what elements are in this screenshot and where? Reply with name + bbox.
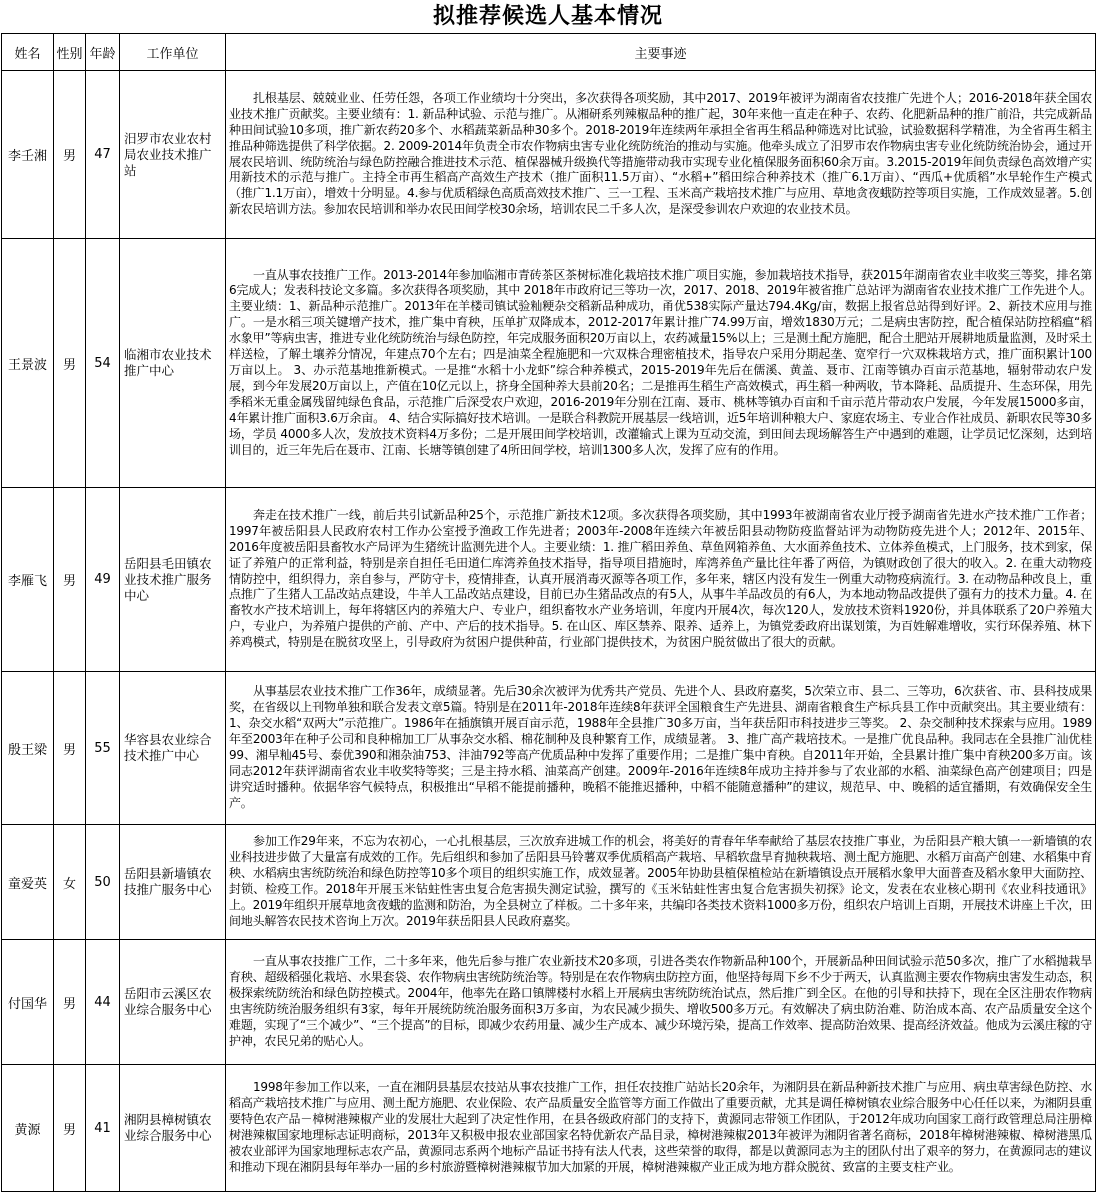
cell-age: 55: [86, 672, 120, 825]
header-name: 姓名: [2, 34, 54, 71]
cell-deeds: 奔走在技术推广一线，前后共引试新品种25个，示范推广新技术12项。多次获得各项奖励，其中1993年被湖南省农业厅授予湖南省先进水产技术推广工作者；1997年被岳阳县人民政府农村工作办公室授予渔政工作先进者；2003年-2008年连续六年被岳阳县动物防疫监督站评为动物防疫先进个人；2012年、2015年、2016年度被岳阳县畜牧水产局评为生猪统计监测先进个人。主要业绩：1. 推广稻田养鱼、草鱼网箱养鱼、大水面养鱼技术、立体养鱼模式，上门服务，技术到家，保证了养殖户的正常利益，特别是亲自担任毛田道仁库湾养鱼技术指导，指导项目措施时，库湾养鱼产量比往年番了两倍，为镇财政创了很大的收入。2. 在重大动物疫情防控中，组织得力，亲自参与，严防守卡，疫情排查，认真开展消毒灭源等各项工作，多年来，辖区内没有发生一例重大动物疫病流行。3. 在动物品种改良上，重点推广了生猪人工品改站点建设，牛羊人工品改站点建设，目前已办生猪品改点的有5人，从事牛羊品改员的有6人，为本地动物品改提供了强有力的技术力量。4. 在畜牧水产技术培训上，每年将辖区内的养殖大户、专业户，组织畜牧水产业务培训，年度内开展4次，每次120人，发放技术资料1920份，并具体联系了20户养殖大户，专业户，为养殖户提供的产前、产中、产后的技术指导。5. 在山区、库区禁养、限养、适养上，为镇党委政府出谋划策，为百姓解难增收，实行环保养殖、林下养鸡模式，特别是在脱贫攻坚上，引导政府为贫困户提供种苗，行业部门提供技术，为贫困户脱贫做出了很大的贡献。: [226, 488, 1096, 672]
table-row: [2, 825, 1096, 940]
cell-name: 王景波: [2, 239, 54, 488]
cell-name: 李雁飞: [2, 488, 54, 672]
cell-gender: 男: [54, 1065, 86, 1192]
cell-name: 童爱英: [2, 825, 54, 940]
cell-deeds: 参加工作29年来，不忘为农初心，一心扎根基层，三次放弃进城工作的机会，将美好的青春年华奉献给了基层农技推广事业，为岳阳县产粮大镇一一新墙镇的农业科技进步做了大量富有成效的工作。先后组织和参加了岳阳县马铃薯双季优质稻高产栽培、早稻软盘旱育抛秧栽培、测土配方施肥、水稻万亩高产创建、水稻集中育秧、水稻病虫害统防统治和绿色防控等10多个项目的组织实施工作，成效显著。2005年协助县植保植检站在新墙镇设点开展稻水象甲大面普查及稻水象甲大面防控、封锁、检疫工作。2018年开展玉米钻蛀性害虫复合危害损失测定试验，撰写的《玉米钻蛀性害虫复合危害损失初探》论文，发表在农业核心期刊《农业科技通讯》上。2019年组织开展草地贪夜蛾的监测和防治，为全县树立了样板。二十多年来，共编印各类技术资料1000多万份，组织农户培训上百期，开展技术讲座上千次，田间地头解答农民技术咨询上万次。2019年获岳阳县人民政府嘉奖。: [226, 825, 1096, 940]
header-deeds: 主要事迹: [226, 34, 1096, 71]
cell-gender: 女: [54, 825, 86, 940]
cell-unit: 岳阳市云溪区农业综合服务中心: [120, 940, 226, 1065]
cell-name: 殷王梁: [2, 672, 54, 825]
cell-name: 李壬湘: [2, 71, 54, 239]
header-gender: 性别: [54, 34, 86, 71]
cell-gender: 男: [54, 71, 86, 239]
cell-unit: 湘阴县樟树镇农业综合服务中心: [120, 1065, 226, 1192]
cell-unit: 临湘市农业技术推广中心: [120, 239, 226, 488]
cell-gender: 男: [54, 940, 86, 1065]
cell-age: 41: [86, 1065, 120, 1192]
cell-age: 50: [86, 825, 120, 940]
table-row: [2, 672, 1096, 825]
cell-age: 44: [86, 940, 120, 1065]
table-row: [2, 488, 1096, 672]
cell-deeds: 一直从事农技推广工作，二十多年来，他先后参与推广农业新技术20多项，引进各类农作物新品种100个，开展新品种田间试验示范50多次，推广了水稻抛栽旱育秧、超级稻强化栽培、水果套袋、农作物病虫害统防统治等。特别是在农作物病虫防控方面，他坚持每周下乡不少于两天，认真监测主要农作物病虫害发生动态，积极探索统防统治和绿色防控模式。2004年，他率先在路口镇牌楼村水稻上开展病虫害统防统治试点，然后推广到全区。在他的引导和扶持下，现在全区注册农作物病虫害统防统治服务组织有3家，每年开展统防统治服务面积3万多亩，为农民减少损失、增收500多万元。有效解决了病虫防治难、防治成本高、农产品质量安全这个难题，实现了“三个减少”、“三个提高”的目标，即减少农药用量、减少生产成本、减少环境污染，提高工作效率、提高防治效果、提高经济效益。他成为云溪庄稼的守护神，农民兄弟的贴心人。: [226, 940, 1096, 1065]
cell-deeds: 从事基层农业技术推广工作36年，成绩显著。先后30余次被评为优秀共产党员、先进个人、县政府嘉奖，5次荣立市、县二、三等功，6次获省、市、县科技成果奖，在省级以上刊物单独和联合发表文章5篇。特别是在2011年-2018年连续8年获评全国粮食生产先进县、湖南省粮食生产标兵县工作中贡献突出。其主要业绩有： 1、杂交水稻“双两大”示范推广。1986年在插旗镇开展百亩示范，1988年全县推广30多万亩，当年获岳阳市科技进步三等奖。 2、杂交制种技术探索与应用。1989年至2003年在种子公司和良种棉加工厂从事杂交水稻、棉花制种及良种繁育工作，成绩显著。 3、推广高产栽培技术。一是推广优良品种。我同志在全县推广汕优桂99、湘早籼45号、泰优390和湘杂油753、沣油792等高产优质品种中发挥了重要作用；二是推广集中育秧。自2011年开始，全县累计推广集中育秧200多万亩。该同志2012年获评湖南省农业丰收奖特等奖；三是主持水稻、油菜高产创建。2009年-2016年连续8年成功主持并参与了农业部的水稻、油菜绿色高产创建项目；四是讲究适时播种。依据华容气候特点，积极推出“早稻不能提前播种，晚稻不能推迟播种，中稻不能随意播种”的建议，规范早、中、晚稻的适宜播期，有效确保安全生产。: [226, 672, 1096, 825]
cell-age: 47: [86, 71, 120, 239]
header-row: [2, 34, 1096, 71]
cell-unit: 岳阳县新墙镇农技推广服务中心: [120, 825, 226, 940]
table-row: [2, 940, 1096, 1065]
cell-gender: 男: [54, 488, 86, 672]
cell-age: 49: [86, 488, 120, 672]
cell-deeds: 扎根基层、兢兢业业、任劳任怨，各项工作业绩均十分突出，多次获得各项奖励，其中2017、2019年被评为湖南省农技推广先进个人；2016-2018年获全国农业技术推广贡献奖。主要业绩有：1. 新品种试验、示范与推广。从湘研系列辣椒品种的推广起，30年来他一直走在种子、农药、化肥新品种的推广前沿，共完成新品种田间试验10多项，推广新农药20多个、水稻蔬菜新品种30多个。2018-2019年连续两年承担全省再生稻品种筛选对比试验，试验数据科学精准，为全省再生稻主推品种筛选提供了科学依据。2. 2009-2014年负责全市农作物病虫害专业化统防统治的推动与实施。他牵头成立了汨罗市农作物病虫害专业化统防统治协会，通过开展农民培训、统防统治与绿色防控融合推进技术示范、植保器械升级换代等措施带动我市实现专业化植保服务面积60余万亩。3.2015-2019年间负责绿色高效增产实用新技术的示范与推广。主持全市再生稻高产高效生产技术（推广面积11.5万亩）、“水稻+”稻田综合种养技术（推广6.1万亩）、“西瓜+优质稻”水旱轮作生产模式（推广1.1万亩），增效十分明显。4.参与优质稻绿色高质高效技术推广、三一工程、玉米高产栽培技术推广与应用、草地贪夜蛾防控等项目实施，工作成效显著。5.创新农民培训方法。参加农民培训和举办农民田间学校30余场，培训农民二千多人次，是深受参训农户欢迎的农业技术员。: [226, 71, 1096, 239]
cell-deeds: 1998年参加工作以来，一直在湘阴县基层农技站从事农技推广工作，担任农技推广站站长20余年，为湘阴县在新品种新技术推广与应用、病虫草害绿色防控、水稻高产栽培技术推广与应用、测土配方施肥、农业保险、农产品质量安全监管等方面工作做出了重要贡献，尤其是调任樟树镇农业综合服务中心任任以来，为湘阴县重要特色农产品－樟树港辣椒产业的发展壮大起到了决定性作用，在县各级政府部门的支持下，黄源同志带领工作团队，于2012年成功向国家工商行政管理总局注册樟树港辣椒国家地理标志证明商标，2013年又积极申报农业部国家名特优新农产品目录，樟树港辣椒2013年被评为湘阴省著名商标，2018年樟树港辣椒、樟树港黑瓜被农业部评为国家地理标志农产品，黄源同志系两个地标产品证书持有法人代表，这些荣誉的取得，都是以黄源同志为主的团队付出了艰辛的努力，在黄源同志的建议和推动下现在湘阴县每年举办一届的乡村旅游暨樟树港辣椒节加大加紧的开展，樟树港辣椒产业正成为地方群众脱贫、致富的主要支柱产业。: [226, 1065, 1096, 1192]
table-row: [2, 71, 1096, 239]
cell-name: 黄源: [2, 1065, 54, 1192]
table-row: [2, 1065, 1096, 1192]
cell-unit: 汨罗市农业农村局农业技术推广站: [120, 71, 226, 239]
cell-gender: 男: [54, 672, 86, 825]
cell-deeds: 一直从事农技推广工作。2013-2014年参加临湘市青砖茶区茶树标准化栽培技术推广项目实施，参加栽培技术指导，获2015年湖南省农业丰收奖三等奖，排名第6完成人；发表科技论文多篇。多次获得各项奖励，其中 2018年市政府记三等功一次，2017、2018、2019年被省推广总站评为湖南省农业技术推广工作先进个人。主要业绩：1、新品种示范推广。2013年在羊楼司镇试验籼粳杂交稻新品种成功，甬优538实际产量达794.4Kg/亩，数据上报省总站得到好评。2、新技术应用与推广。一是水稻三项关键增产技术，推广集中育秧，压单扩双降成本，2012-2017年累计推广74.99万亩，增效1830万元；二是病虫害防控，配合植保站防控稻瘟“稻水象甲”等病虫害，推进专业化统防统治与绿色防控，年完成服务面积20万亩以上，农药减量15%以上；三是测土配方施肥，配合土肥站开展耕地质量监测，及时采土样送检，了解土壤养分情况，年建点70个左右；四是油菜全程施肥和一穴双株合理密植技术，指导农户采用分期起垄、宽窄行一穴双株栽培方式，推广面积累计100万亩以上。 3、办示范基地推新模式。一是推“水稻十小龙虾”综合种养模式，2015-2019年先后在儒溪、黄盖、聂市、江南等镇办百亩示范基地，辐射带动农户发展，到今年发展20万亩以上，产值在10亿元以上，挤身全国种养大县前20名；二是推再生稻生产高效模式，再生稻一种两收，节本降耗、品质提升、生态环保，用先季稻米无重金属残留纯绿色食品，示范推广后深受农户欢迎，2016-2019年分别在江南、聂市、桃林等镇办百亩和千亩示范片带动农户发展，今年发展15000多亩，4年累计推广面积3.6万余亩。 4、结合实际搞好技术培训。一是联合科教院开展基层一线培训，近5年培训种粮大户、家庭农场主、专业合作社成员、新职农民等30多场，学员 4000多人次，发放技术资料4万多份；二是开展田间学校培训，改灌输式上课为互动交流，到田间去现场解答生产中遇到的难题，让学员记忆深刻，达到培训目的，近三年先后在聂市、江南、长塘等镇创建了4所田间学校，培训1300多人次，发挥了应有的作用。: [226, 239, 1096, 488]
cell-name: 付国华: [2, 940, 54, 1065]
header-age: 年龄: [86, 34, 120, 71]
candidate-table: [1, 33, 1096, 1192]
cell-age: 54: [86, 239, 120, 488]
table-row: [2, 239, 1096, 488]
cell-gender: 男: [54, 239, 86, 488]
cell-unit: 岳阳县毛田镇农业技术推广服务中心: [120, 488, 226, 672]
header-unit: 工作单位: [120, 34, 226, 71]
page-title: 拟推荐候选人基本情况: [432, 4, 663, 29]
cell-unit: 华容县农业综合技术推广中心: [120, 672, 226, 825]
